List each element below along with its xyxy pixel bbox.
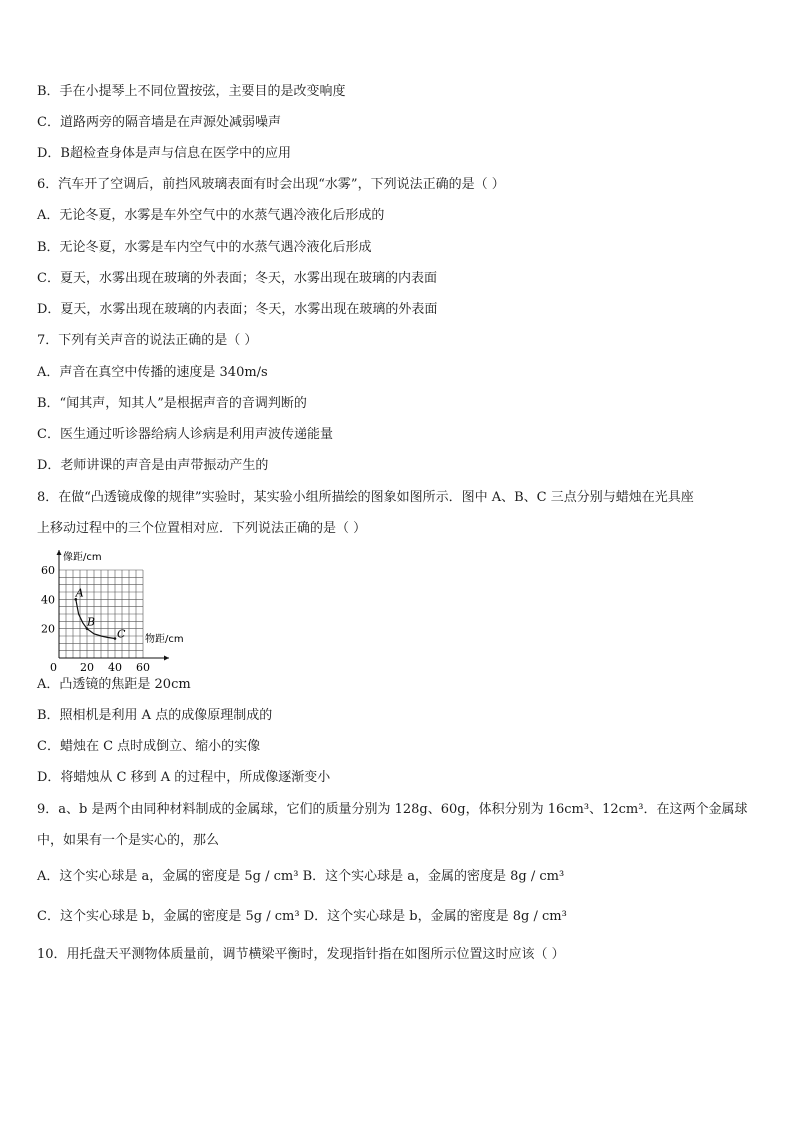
y-tick-label: 40 <box>41 593 55 607</box>
y-tick-label: 60 <box>41 564 55 577</box>
question-7: 7．下列有关声音的说法正确的是（ ） <box>37 333 258 348</box>
question-8-option-a: A．凸透镜的焦距是 20cm <box>37 677 191 692</box>
question-9-options-cd: C．这个实心球是 b，金属的密度是 5g / cm³ D．这个实心球是 b，金属的密度是 8g / cm³ <box>37 909 567 924</box>
origin-label: 0 <box>50 661 57 674</box>
question-7-option-a: A．声音在真空中传播的速度是 340m/s <box>37 365 268 380</box>
question-9-line-1: 9．a、b 是两个由同种材料制成的金属球，它们的质量分别为 128g、60g，体积分别为 16cm³、12cm³．在这两个金属球 <box>37 802 748 817</box>
data-point <box>114 637 117 640</box>
y-axis-arrow <box>57 550 62 555</box>
series-line <box>76 599 115 638</box>
question-7-option-b: B．“闻其声，知其人”是根据声音的音调判断的 <box>37 396 307 411</box>
point-label: B <box>87 615 96 629</box>
y-tick-label: 20 <box>41 622 55 636</box>
point-label: C <box>117 627 126 641</box>
question-10: 10．用托盘天平测物体质量前，调节横梁平衡时，发现指针指在如图所示位置这时应该（ ） <box>37 947 565 962</box>
question-9-options-ab: A．这个实心球是 a，金属的密度是 5g / cm³ B．这个实心球是 a，金属的密度是 8g / cm³ <box>37 869 565 884</box>
question-7-option-d: D．老师讲课的声音是由声带振动产生的 <box>37 458 269 473</box>
question-9-line-2: 中，如果有一个是实心的，那么 <box>37 833 220 848</box>
question-8-line-2: 上移动过程中的三个位置相对应．下列说法正确的是（ ） <box>37 521 367 536</box>
question-6: 6．汽车开了空调后，前挡风玻璃表面有时会出现“水雾”，下列说法正确的是（ ） <box>37 177 505 192</box>
lens-image-chart <box>37 548 197 674</box>
question-8-option-d: D．将蜡烛从 C 移到 A 的过程中，所成像逐渐变小 <box>37 770 331 785</box>
chart-svg <box>37 548 197 674</box>
point-label: A <box>75 586 84 600</box>
option-prev-d: D．B超检查身体是声与信息在医学中的应用 <box>37 146 291 161</box>
option-prev-c: C．道路两旁的隔音墙是在声源处减弱噪声 <box>37 115 281 130</box>
x-axis-arrow <box>164 656 169 661</box>
x-tick-label: 40 <box>108 661 122 674</box>
question-8-line-1: 8．在做“凸透镜成像的规律”实验时，某实验小组所描绘的图象如图所示．图中 A、B、C 三点分别与蜡烛在光具座 <box>37 490 694 505</box>
question-8-option-c: C．蜡烛在 C 点时成倒立、缩小的实像 <box>37 739 261 754</box>
x-tick-label: 60 <box>136 661 150 674</box>
question-6-option-b: B．无论冬夏，水雾是车内空气中的水蒸气遇冷液化后形成 <box>37 240 372 255</box>
option-6-prev-b: B．手在小提琴上不同位置按弦，主要目的是改变响度 <box>37 84 346 99</box>
x-axis-label: 物距/cm <box>145 634 184 645</box>
question-8-option-b: B．照相机是利用 A 点的成像原理制成的 <box>37 708 273 723</box>
question-6-option-c: C．夏天，水雾出现在玻璃的外表面；冬天，水雾出现在玻璃的内表面 <box>37 271 437 286</box>
question-6-option-a: A．无论冬夏，水雾是车外空气中的水蒸气遇冷液化后形成的 <box>37 208 385 223</box>
question-7-option-c: C．医生通过听诊器给病人诊病是利用声波传递能量 <box>37 427 333 442</box>
x-tick-label: 20 <box>80 661 94 674</box>
question-6-option-d: D．夏天，水雾出现在玻璃的内表面；冬天，水雾出现在玻璃的外表面 <box>37 302 438 317</box>
y-axis-label: 像距/cm <box>63 552 102 563</box>
